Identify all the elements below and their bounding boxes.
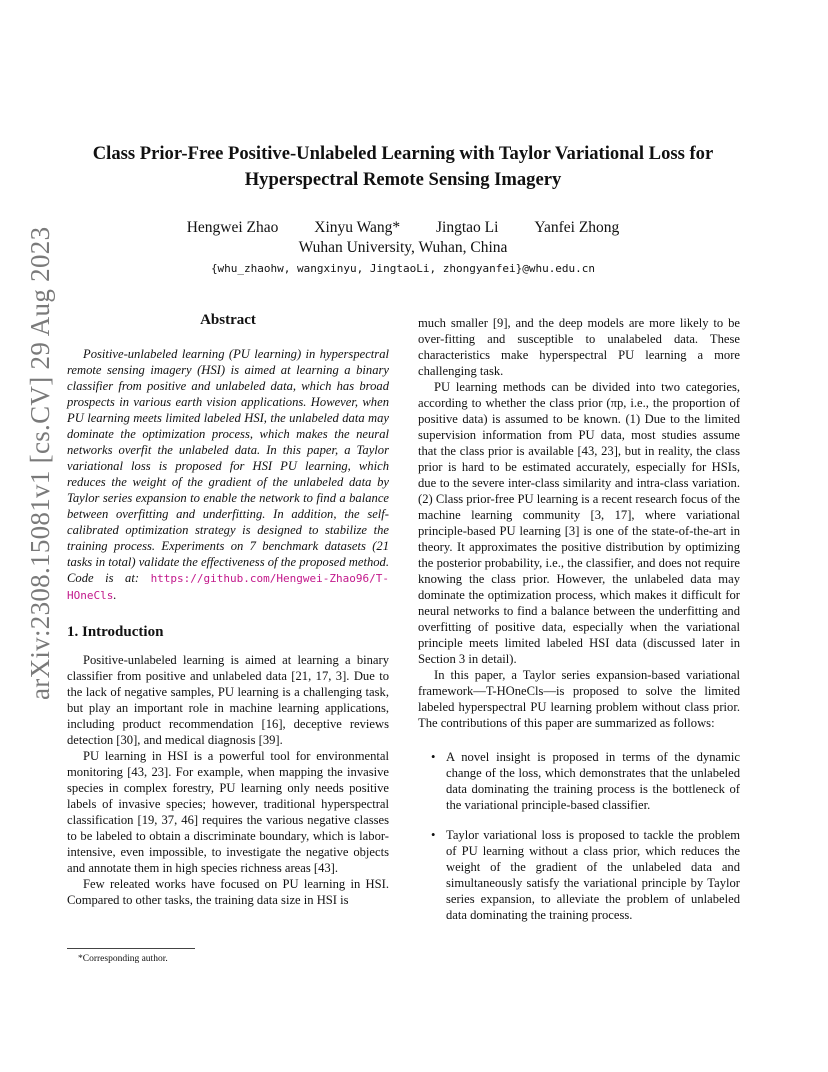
right-paragraph-1: much smaller [9], and the deep models are more likely to be over-fitting and susceptible to unalabeled data. These characteristics make hyperspectral PU learning a more challenging task. [418, 316, 740, 378]
author-name: Jingtao Li [436, 219, 499, 236]
intro-paragraph-3: Few releated works have focused on PU learning in HSI. Compared to other tasks, the training data size in HSI is [67, 877, 389, 907]
abstract-heading: Abstract [200, 312, 256, 328]
author-emails: {whu_zhaohw, wangxinyu, JingtaoLi, zhongyanfei}@whu.edu.cn [210, 262, 596, 275]
right-paragraph-3: In this paper, a Taylor series expansion-based variational framework—T-HOneCls—is proposed to solve the limited labeled hyperspectral PU learning problem without class prior. The contributions of this paper are summarized as follows: [418, 668, 740, 730]
right-paragraph-2: PU learning methods can be divided into two categories, according to whether the class prior (πp, i.e., the proportion of positive data) is assumed to be known. (1) Due to the limited supervision information from PU data, most studies assume that the class prior is available [43, 23], but in reality, the class prior is hard to be estimated accurately, especially for HSIs, due to the severe inter-class similarity and intra-class variation. (2) Class prior-free PU learning is a recent research focus of the machine learning community [3, 17], where variational principle-based PU learning [3] is one of the state-of-the-art in theory. It approximates the positive distribution by optimizing the posterior probability, i.e., the classifier, and does not require knowing the class prior. However, the unlabeled data may dominate the optimization process, which makes it difficult for neural networks to find a balance between the underfitting and overfitting of positive data, especially when the variational principle meets limited labeled HSI data (discussed later in Section 3 in detail). [418, 380, 740, 666]
introduction-heading: 1. Introduction [67, 624, 164, 640]
contribution-item [418, 749, 740, 813]
author-name: Yanfei Zhong [534, 219, 620, 236]
author-name: Xinyu Wang* [314, 219, 401, 236]
contribution-text: Taylor variational loss is proposed to tackle the problem of PU learning without a class prior, which reduces the weight of the gradient of the unlabeled data and simultaneously satisfy the variational principle by Taylor series expansion, to alleviate the problem of unlabeled data dominating the training process. [446, 828, 740, 922]
bullet-icon: • [431, 828, 436, 842]
footnote-divider [67, 948, 195, 949]
intro-paragraph-2: PU learning in HSI is a powerful tool for environmental monitoring [43, 23]. For example, when mapping the invasive species in complex forestry, PU learning only needs positive labels of invasive species; however, traditional hyperspectral classification [19, 37, 46] requires the various negative classes to be labeled to obtain a discriminate boundary, which is labor-intensive, even impossible, to investigate the negative objects and annotate them in high species richness areas [43]. [67, 749, 389, 875]
contribution-item [418, 827, 740, 923]
abstract-end: . [113, 588, 117, 602]
bullet-icon: • [431, 750, 436, 764]
paper-title: Class Prior-Free Positive-Unlabeled Learning with Taylor Variational Loss for Hyperspectral Remote Sensing Imagery [92, 143, 714, 190]
footnote: *Corresponding author. [78, 954, 168, 964]
abstract-body: Positive-unlabeled learning (PU learning) in hyperspectral remote sensing imagery (HSI) is aimed at learning a binary classifier from positive and unlabeled data, which has broad prospects in various earth vision applications. However, when PU learning meets limited labeled HSI, the unlabeled data may dominate the optimization process, which makes the neural networks overfit the unlabeled data. In this paper, a Taylor variational loss is proposed for HSI PU learning, which reduces the weight of the gradient of the unlabeled data by Taylor series expansion to enable the network to find a balance between overfitting and underfitting. In addition, the self-calibrated optimization strategy is designed to stabilize the training process. Experiments on 7 benchmark datasets (21 tasks in total) validate the effectiveness of the proposed method. Code is at: [67, 347, 390, 585]
author-name: Hengwei Zhao [186, 219, 279, 236]
intro-paragraph-1: Positive-unlabeled learning is aimed at learning a binary classifier from positive and unlabeled data [21, 17, 3]. Due to the lack of negative samples, PU learning is a challenging task, but play an important role in machine learning applications, including product recommendation [16], deceptive reviews detection [30], and medical diagnosis [39]. [67, 653, 389, 747]
contribution-list [418, 749, 740, 923]
arxiv-identifier-stamp: arXiv:2308.15081v1 [cs.CV] 29 Aug 2023 [25, 226, 55, 700]
affiliation: Wuhan University, Wuhan, China [298, 239, 508, 256]
left-column [67, 312, 389, 908]
right-column [418, 315, 740, 937]
code-link[interactable]: https://github.com/Hengwei-Zhao96/T-HOneCls [67, 572, 389, 602]
abstract-text [67, 346, 389, 604]
contribution-text: A novel insight is proposed in terms of the dynamic change of the loss, which demonstrates that the unlabeled data dominating the training process is the bottleneck of the variational principle-based classifier. [446, 750, 740, 812]
author-list [60, 218, 746, 238]
